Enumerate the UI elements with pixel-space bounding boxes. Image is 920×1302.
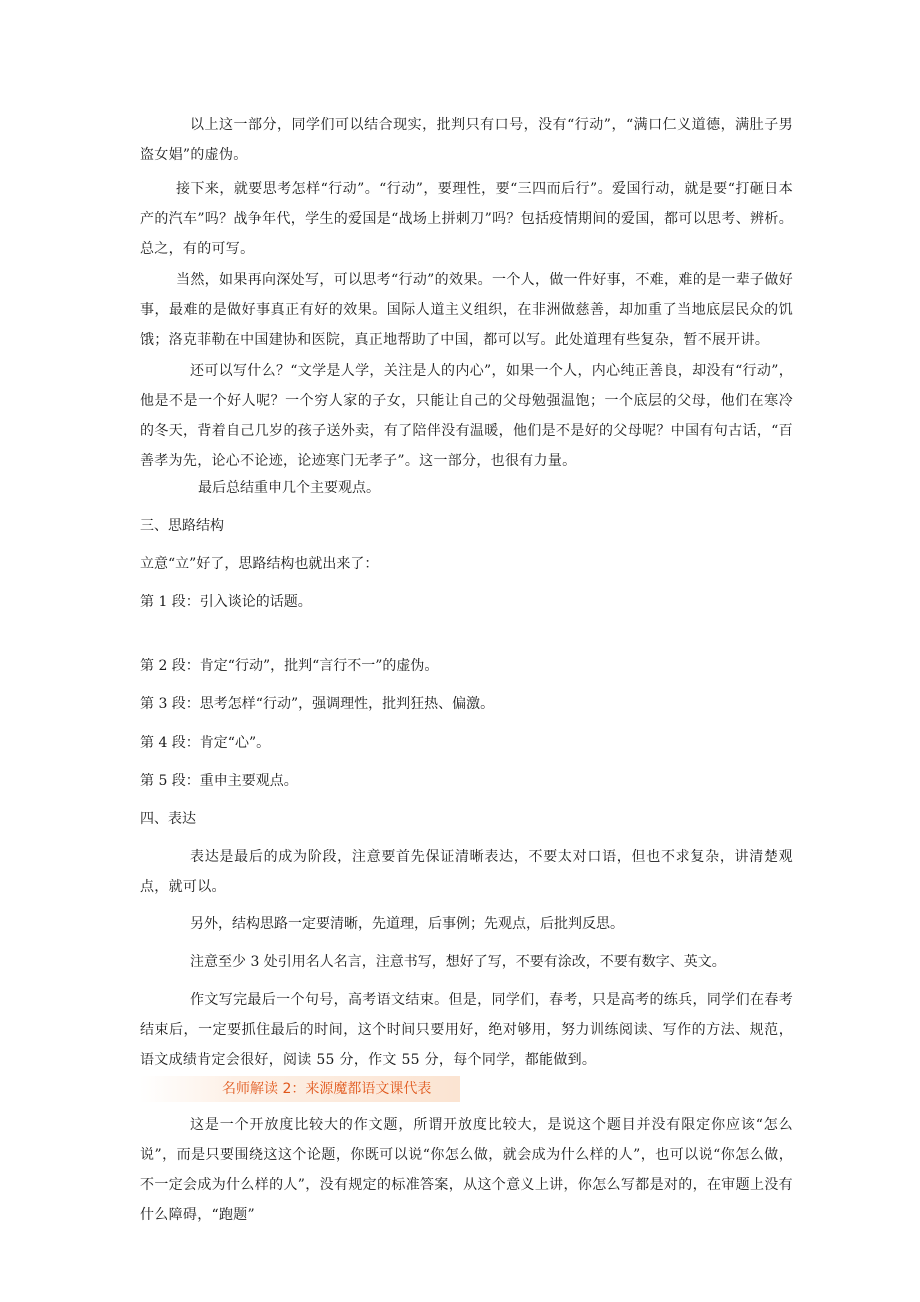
paragraph-inner-heart: 还可以写什么？“文学是人学，关注是人的内心”，如果一个人，内心纯正善良，却没有“行动”，他是不是一个好人呢？一个穷人家的子女，只能让自己的父母勉强温饱；一个底层的父母，他们在寒冷的冬天，背着自己几岁的孩子送外卖，有了陪伴没有温暖，他们是不是好的父母呢？中国有句古话，“百善孝为先，论心不论迹，论迹寒门无孝子”。这一部分，也很有力量。 xyxy=(140,363,793,469)
list-item-step-4: 第 4 段：肯定“心”。 xyxy=(140,735,271,751)
section-banner-title: 名师解读 2：来源魔都语文课代表 xyxy=(222,1081,432,1097)
paragraph-summary: 最后总结重申几个主要观点。 xyxy=(198,480,380,496)
list-item-step-2: 第 2 段：肯定“行动”，批判“言行不一”的虚伪。 xyxy=(140,658,439,674)
paragraph-structure-intro: 立意“立”好了，思路结构也就出来了： xyxy=(140,556,379,572)
paragraph-open-topic: 这是一个开放度比较大的作文题，所谓开放度比较大，是说这个题目并没有限定你应该“怎么说”，而是只要围绕这这个论题，你既可以说“你怎么做，就会成为什么样的人”，也可以说“你怎么做，不一定会成为什么样的人”，没有规定的标准答案，从这个意义上讲，你怎么写都是对的，在审题上没有什么障碍，“跑题” xyxy=(140,1117,793,1223)
paragraph-closing-advice: 作文写完最后一个句号，高考语文结束。但是，同学们，春考，只是高考的练兵，同学们在春考结束后，一定要抓住最后的时间，这个时间只要用好，绝对够用，努力训练阅读、写作的方法、规范，语文成绩肯定会很好，阅读 55 分，作文 55 分，每个同学，都能做到。 xyxy=(140,992,793,1068)
paragraph-expression: 表达是最后的成为阶段，注意要首先保证清晰表达，不要太对口语，但也不求复杂，讲清楚观点，就可以。 xyxy=(140,849,793,895)
paragraph-action-effects: 当然，如果再向深处写，可以思考“行动”的效果。一个人，做一件好事，不难，难的是一辈子做好事，最难的是做好事真正有好的效果。国际人道主义组织，在非洲做慈善，却加重了当地底层民众的饥饿；洛克菲勒在中国建协和医院，真正地帮助了中国，都可以写。此处道理有些复杂，暂不展开讲。 xyxy=(140,272,793,348)
list-item-step-5: 第 5 段：重申主要观点。 xyxy=(140,773,298,789)
list-item-step-1: 第 1 段：引入谈论的话题。 xyxy=(140,594,312,610)
section-heading-expression: 四、表达 xyxy=(140,811,196,827)
paragraph-how-to-act: 接下来，就要思考怎样“行动”。“行动”，要理性，要“三四而后行”。爱国行动，就是要“打砸日本产的汽车”吗？战争年代，学生的爱国是“战场上拼刺刀”吗？包括疫情期间的爱国，都可以思考、辨析。总之，有的可写。 xyxy=(140,181,793,257)
paragraph-quotes-advice: 注意至少 3 处引用名人名言，注意书写，想好了写，不要有涂改，不要有数字、英文。 xyxy=(190,954,726,970)
paragraph-structure-clear: 另外，结构思路一定要清晰，先道理，后事例；先观点，后批判反思。 xyxy=(190,916,624,932)
paragraph-hypocrisy-critique: 以上这一部分，同学们可以结合现实，批判只有口号，没有“行动”，“满口仁义道德，满肚子男盗女娼”的虚伪。 xyxy=(140,117,793,163)
list-item-step-3: 第 3 段：思考怎样“行动”，强调理性，批判狂热、偏激。 xyxy=(140,696,495,712)
section-heading-structure: 三、思路结构 xyxy=(140,518,224,534)
